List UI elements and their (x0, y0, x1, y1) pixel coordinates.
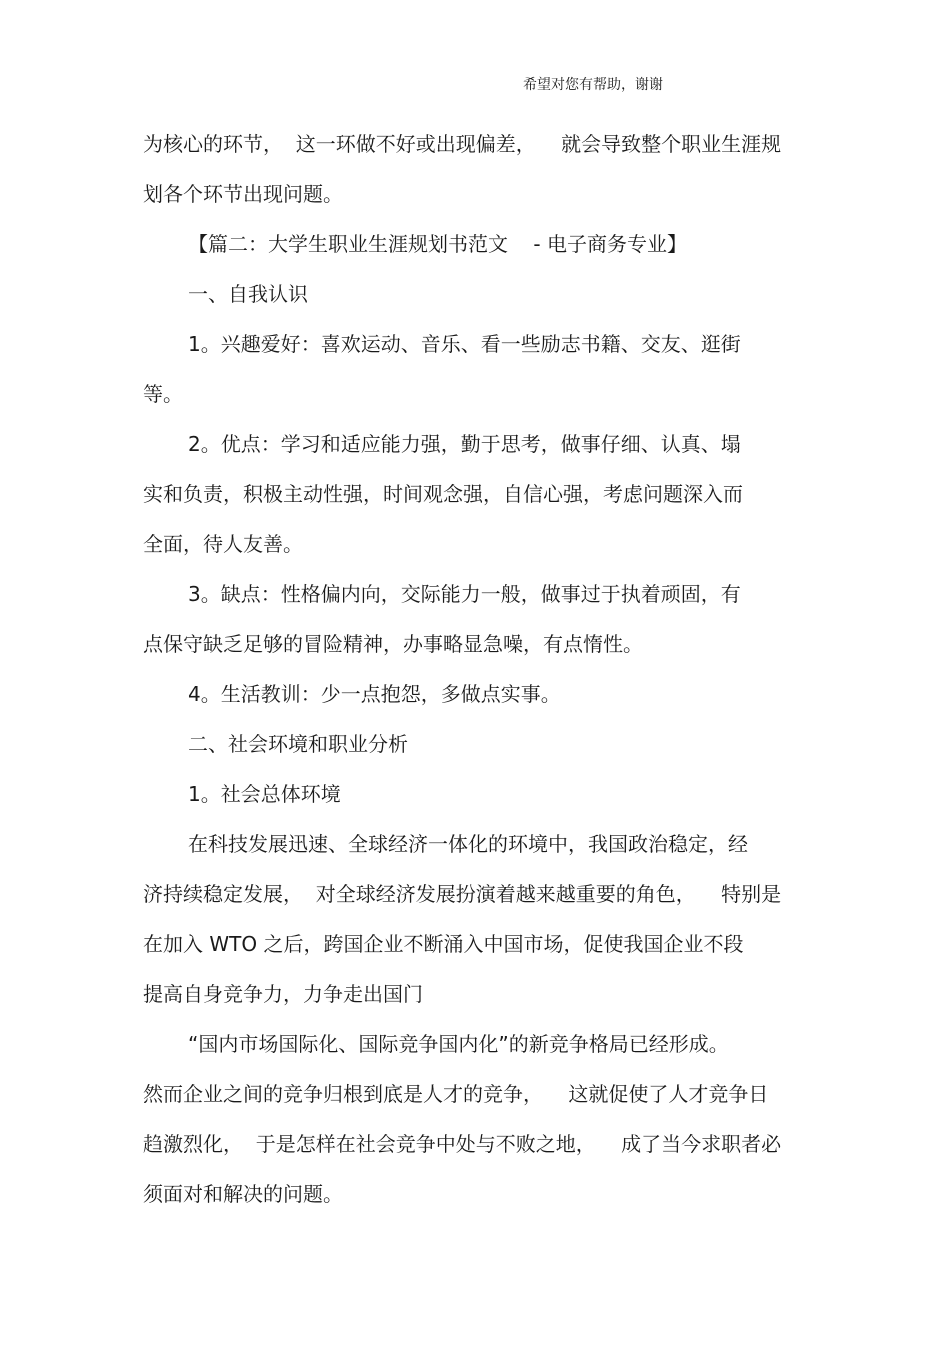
text-line: 趋激烈化， 于是怎样在社会竞争中处与不败之地， 成了当今求职者必 (143, 1132, 782, 1156)
text-line: 4。生活教训：少一点抱怨，多做点实事。 (188, 682, 561, 706)
text-line: 1。兴趣爱好：喜欢运动、音乐、看一些励志书籍、交友、逛街 (188, 332, 741, 356)
text-line: 然而企业之间的竞争归根到底是人才的竞争， 这就促使了人才竞争日 (143, 1082, 769, 1106)
text-line: 等。 (143, 382, 183, 406)
text-line: 实和负责，积极主动性强，时间观念强，自信心强，考虑问题深入而 (143, 482, 743, 506)
section-heading: 一、自我认识 (188, 282, 308, 306)
text-line: 在科技发展迅速、全球经济一体化的环境中，我国政治稳定，经 (188, 832, 748, 856)
text-line: 全面，待人友善。 (143, 532, 303, 556)
section-heading: 【篇二：大学生职业生涯规划书范文 - 电子商务专业】 (188, 232, 688, 256)
text-line: 为核心的环节， 这一环做不好或出现偏差， 就会导致整个职业生涯规 (143, 132, 782, 156)
text-line: 3。缺点：性格偏内向，交际能力一般，做事过于执着顽固，有 (188, 582, 741, 606)
text-line: 提高自身竞争力，力争走出国门 (143, 982, 423, 1006)
text-line: 划各个环节出现问题。 (143, 182, 343, 206)
page-header: 希望对您有帮助，谢谢 (523, 77, 663, 93)
text-line: 2。优点：学习和适应能力强，勤于思考，做事仔细、认真、塌 (188, 432, 741, 456)
text-line: 点保守缺乏足够的冒险精神，办事略显急噪，有点惰性。 (143, 632, 643, 656)
text-line: 1。社会总体环境 (188, 782, 341, 806)
text-line: 济持续稳定发展， 对全球经济发展扮演着越来越重要的角色， 特别是 (143, 882, 782, 906)
text-line: “国内市场国际化、国际竞争国内化”的新竞争格局已经形成。 (188, 1032, 729, 1056)
text-line: 在加入 WTO 之后，跨国企业不断涌入中国市场，促使我国企业不段 (143, 932, 744, 956)
section-heading: 二、社会环境和职业分析 (188, 732, 408, 756)
text-line: 须面对和解决的问题。 (143, 1182, 343, 1206)
